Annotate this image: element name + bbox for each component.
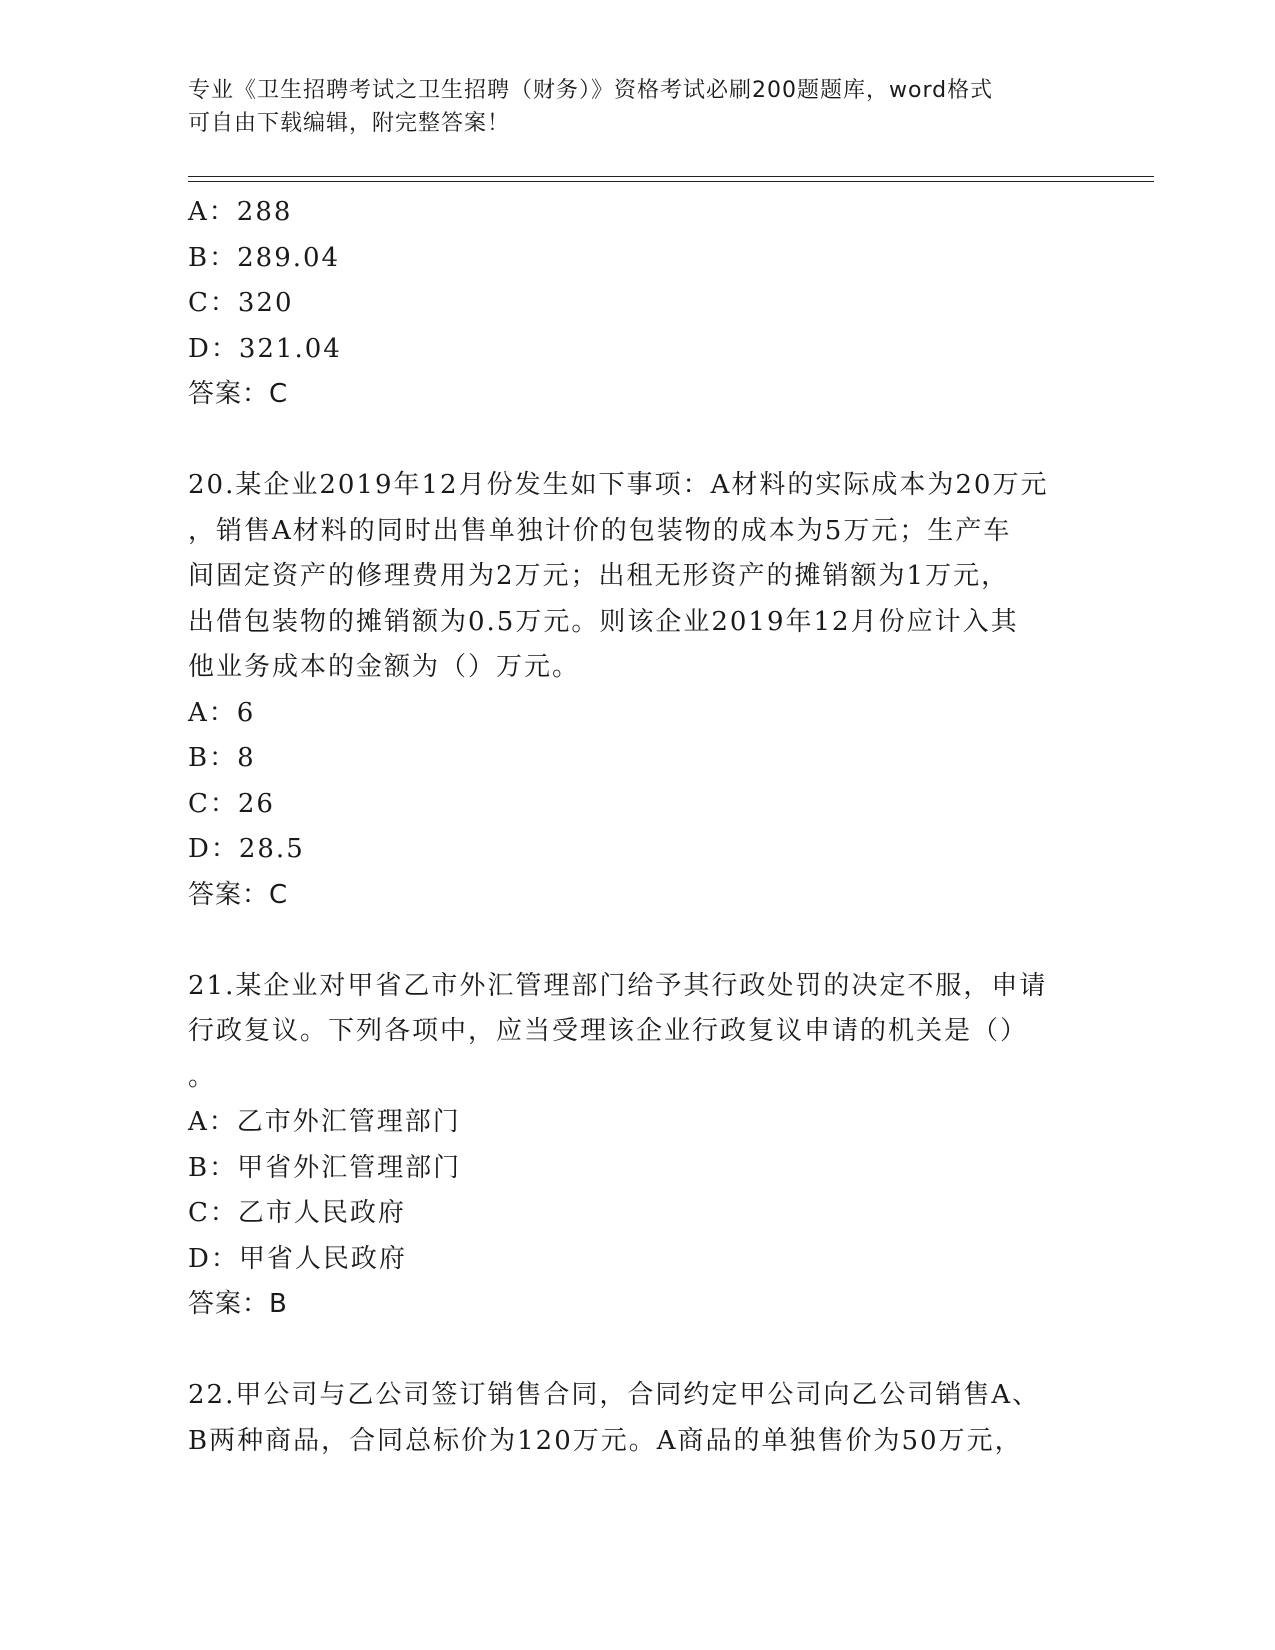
question-text-line: ，销售A材料的同时出售单独计价的包装物的成本为5万元；生产车 <box>188 515 1012 546</box>
option-d: D：321.04 <box>188 333 342 364</box>
option-d: D：甲省人民政府 <box>188 1243 407 1274</box>
question-21 <box>188 964 1088 1328</box>
question-text-line: 行政复议。下列各项中，应当受理该企业行政复议申请的机关是（） <box>188 1016 1029 1046</box>
option-c: C：乙市人民政府 <box>188 1198 406 1228</box>
option-b: B：甲省外汇管理部门 <box>188 1152 462 1183</box>
question-text-line: 他业务成本的金额为（）万元。 <box>188 652 581 682</box>
header-line-2: 可自由下载编辑，附完整答案！ <box>188 111 511 136</box>
answer: 答案：C <box>188 879 289 910</box>
question-list <box>188 190 1088 1464</box>
question-text-line: B两种商品，合同总标价为120万元。A商品的单独售价为50万元， <box>188 1425 1023 1456</box>
option-a: A：6 <box>188 697 256 728</box>
header-line-1: 专业《卫生招聘考试之卫生招聘（财务）》资格考试必刷200题题库，word格式 <box>188 78 994 103</box>
question-text-line: 间固定资产的修理费用为2万元；出租无形资产的摊销额为1万元， <box>188 561 1010 591</box>
option-b: B：289.04 <box>188 242 341 273</box>
spacer <box>188 1328 1088 1374</box>
question-20 <box>188 463 1088 918</box>
option-d: D：28.5 <box>188 834 305 864</box>
question-22 <box>188 1373 1088 1464</box>
document-header <box>188 74 1088 140</box>
spacer <box>188 918 1088 964</box>
question-text-line: 出借包装物的摊销额为0.5万元。则该企业2019年12月份应计入其 <box>188 606 1019 637</box>
question-text-line: 21.某企业对甲省乙市外汇管理部门给予其行政处罚的决定不服，申请 <box>188 970 1048 1001</box>
option-c: C：26 <box>188 788 275 819</box>
option-a: A：288 <box>188 197 293 227</box>
spacer <box>188 418 1088 464</box>
answer: 答案：B <box>188 1289 288 1319</box>
option-c: C：320 <box>188 288 294 318</box>
question-text-line: 22.甲公司与乙公司签订销售合同，合同约定甲公司向乙公司销售A、 <box>188 1380 1041 1410</box>
header-divider-top <box>188 176 1154 177</box>
answer: 答案：C <box>188 379 289 409</box>
header-divider-bottom <box>188 181 1154 182</box>
question-text-line: 20.某企业2019年12月份发生如下事项：A材料的实际成本为20万元 <box>188 470 1049 500</box>
question-19 <box>188 190 1088 418</box>
question-text-line: 。 <box>188 1061 217 1092</box>
option-a: A：乙市外汇管理部门 <box>188 1107 461 1137</box>
option-b: B：8 <box>188 743 256 773</box>
